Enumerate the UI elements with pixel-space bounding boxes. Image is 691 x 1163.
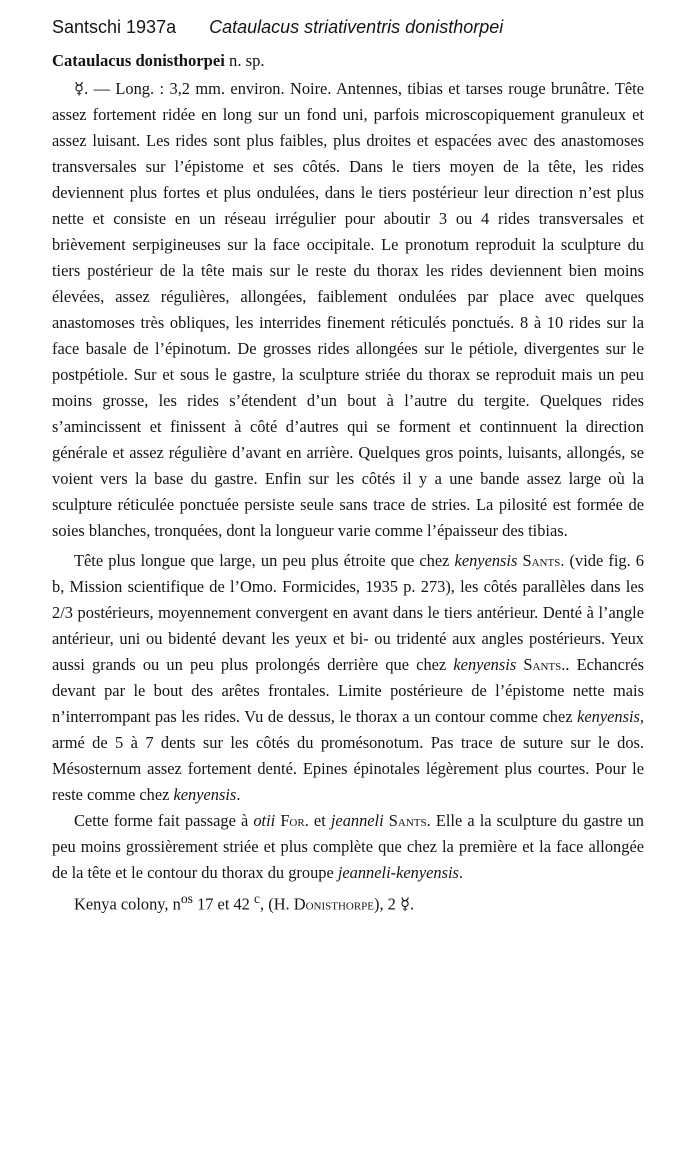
material-text-4: ), 2 bbox=[374, 894, 400, 914]
taxon-kenyensis: kenyensis bbox=[454, 551, 518, 570]
comparison-text-1: Tête plus longue que large, un peu plus étroite que chez bbox=[74, 551, 455, 570]
comparison-text-5: . bbox=[236, 785, 241, 804]
numero-superscript: os bbox=[180, 891, 193, 906]
passage-text-2: et bbox=[308, 811, 331, 830]
running-title: Cataulacus striativentris donisthorpei bbox=[209, 17, 504, 37]
material-text-5: . bbox=[410, 894, 415, 914]
article-body bbox=[52, 48, 644, 917]
author-sants: Sants. bbox=[523, 655, 566, 674]
passage-text-1: Cette forme fait passage à bbox=[74, 811, 254, 830]
species-status: n. sp. bbox=[229, 51, 265, 70]
comparison-text-2: (vide fig. 6 b, Mission scientifique de l’Omo. Formicides, 1935 p. 273), les côtés parallèles dans les 2/3 postérieurs, moyennement convergent en avant dans le tiers antérieur. Denté à l’angle antérieur, uni ou bidenté devant les yeux et bi- ou tridenté aux angles postérieurs. Yeux aussi grands ou un peu plus prolongés derrière que chez bbox=[52, 551, 644, 674]
description-text: . — Long. : 3,2 mm. environ. Noire. Antennes, tibias et tarses rouge brunâtre. Tête assez fortement ridée en long sur un fond uni, parfois microscopiquement granuleux et assez luisant. Les rides sont plus faibles, plus droites et espacées avec des anastomoses transversales sur l’épistome et ses côtés. Dans le tiers moyen de la tête, les rides deviennent plus fortes et plus ondulées, dans le tiers postérieur leur direction n’est plus nette et consiste en un réseau irrégulier pour aboutir 3 ou 4 rides transversales et brièvement serpigineuses sur la face occipitale. Le pronotum reproduit la sculpture du tiers postérieur de la tête mais sur le reste du thorax les rides deviennent bien moins élevées, assez régulières, allongées, faiblement ondulées par place avec quelques anastomoses très obliques, les interrides finement réticulés ponctués. 8 à 10 rides sur la face basale de l’épinotum. De grosses rides allongées sur le pétiole, divergentes sur le postpétiole. Sur et sous le gastre, la sculpture striée du thorax se reproduit mais un peu moins grosse, les rides s’étendent d’un bout à l’autre du tergite. Quelques rides s’amincissent et finissent à côté d’autres qui se forment et continnuent la direction générale et assez régulière d’avant en arrière. Quelques gros points, luisants, allongés, se voient vers la base du gastre. Enfin sur les côtés il y a une bande assez large où la sculpture réticulée ponctuée persiste seule sans trace de stries. La pilosité est formée de soies blanches, tronquées, dont la longueur varie comme l’épaisseur des tibias. bbox=[52, 79, 644, 540]
material-text-1: Kenya colony, n bbox=[74, 894, 181, 914]
taxon-kenyensis: kenyensis bbox=[577, 707, 640, 726]
author-sants: Sants. bbox=[388, 811, 431, 830]
author-for: For. bbox=[280, 811, 309, 830]
caste-symbol: ☿ bbox=[74, 79, 85, 98]
reference-label: Santschi 1937a bbox=[52, 17, 177, 37]
material-paragraph bbox=[52, 886, 644, 917]
comparison-text-4: , armé de 5 à 7 dents sur les côtés du promésonotum. Pas trace de suture sur le dos. Mésosternum assez fortement denté. Epines épinotales légèrement plus courtes. Pour le reste comme chez bbox=[52, 707, 644, 804]
comparison-paragraph bbox=[52, 548, 644, 808]
passage-text-3: Elle a la sculpture du gastre un peu moins grossièrement striée et plus complète que chez la première et la face allongée de la tête et le contour du thorax du groupe bbox=[52, 811, 644, 882]
taxon-group: jeanneli-kenyensis bbox=[337, 863, 459, 882]
caste-symbol: ☿ bbox=[399, 894, 411, 914]
species-name: Cataulacus donisthorpei bbox=[52, 51, 225, 70]
material-text-3: , (H. bbox=[260, 894, 294, 914]
author-sants: Sants. bbox=[522, 551, 565, 570]
collector-name: Donisthorpe bbox=[293, 894, 375, 914]
material-text-2: 17 et 42 bbox=[192, 894, 254, 914]
comparison-text-3: . Echancrés devant par le bout des arêtes frontales. Limite postérieure de l’épistome nette mais n’interrompant pas les rides. Vu de dessus, le thorax a un contour comme chez bbox=[52, 655, 644, 726]
taxon-kenyensis: kenyensis bbox=[173, 785, 237, 804]
c-superscript: c bbox=[253, 891, 261, 906]
taxon-otii: otii bbox=[253, 811, 276, 830]
passage-text-4: . bbox=[458, 863, 463, 882]
taxon-jeanneli: jeanneli bbox=[330, 811, 384, 830]
description-paragraph bbox=[52, 76, 644, 544]
taxon-kenyensis: kenyensis bbox=[453, 655, 517, 674]
page-header bbox=[52, 14, 652, 40]
passage-paragraph bbox=[52, 808, 644, 886]
species-heading bbox=[52, 48, 644, 74]
